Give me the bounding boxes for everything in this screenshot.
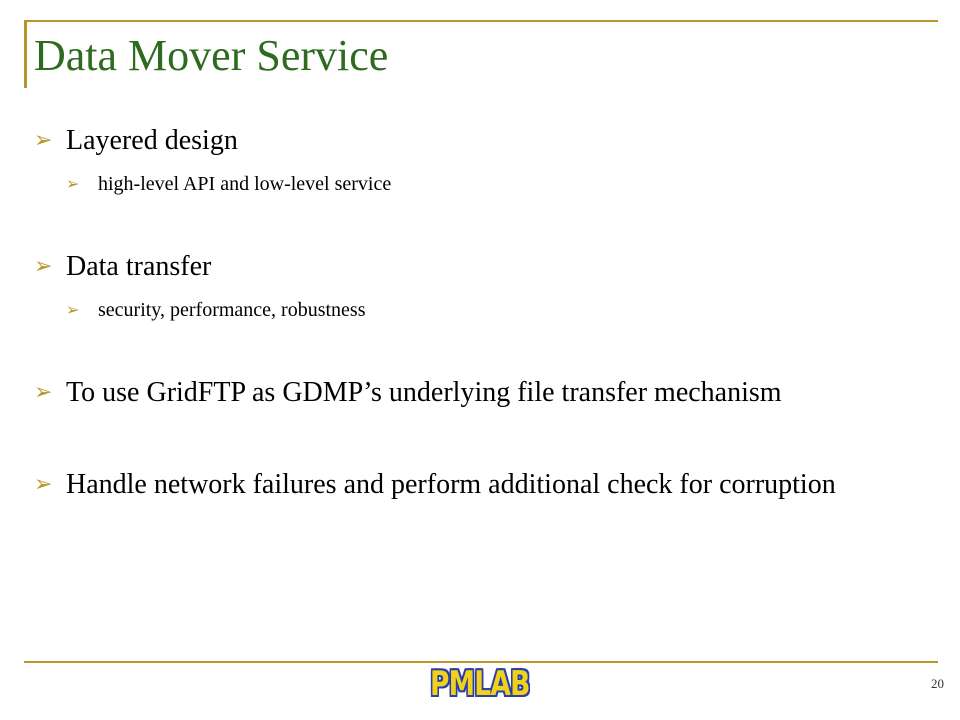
arrow-bullet-icon: ➢ xyxy=(34,128,53,153)
title-left-bar xyxy=(24,20,27,88)
bullet-list xyxy=(34,124,914,502)
bullet-text: Handle network failures and perform additional check for corruption xyxy=(66,469,836,500)
sub-bullet-item xyxy=(66,170,914,198)
bullet-text: Data transfer xyxy=(66,251,212,282)
arrow-bullet-icon: ➢ xyxy=(34,380,53,405)
bullet-item xyxy=(34,124,914,158)
bullet-text: Layered design xyxy=(66,125,238,156)
arrow-bullet-icon: ➢ xyxy=(66,174,80,193)
sub-bullet-item xyxy=(66,296,914,324)
bullet-text: To use GridFTP as GDMP’s underlying file transfer mechanism xyxy=(66,377,782,408)
page-number: 20 xyxy=(931,676,944,691)
pmlab-logo: PMLAB xyxy=(430,664,530,704)
arrow-bullet-icon: ➢ xyxy=(34,472,53,497)
bullet-item xyxy=(34,250,914,284)
footer-rule xyxy=(24,661,938,663)
arrow-bullet-icon: ➢ xyxy=(66,300,80,319)
bullet-item xyxy=(34,376,914,410)
slide-title: Data Mover Service xyxy=(34,31,389,80)
arrow-bullet-icon: ➢ xyxy=(34,254,53,279)
sub-bullet-text: security, performance, robustness xyxy=(98,299,366,321)
sub-bullet-text: high-level API and low-level service xyxy=(98,173,392,195)
bullet-item xyxy=(34,468,914,502)
